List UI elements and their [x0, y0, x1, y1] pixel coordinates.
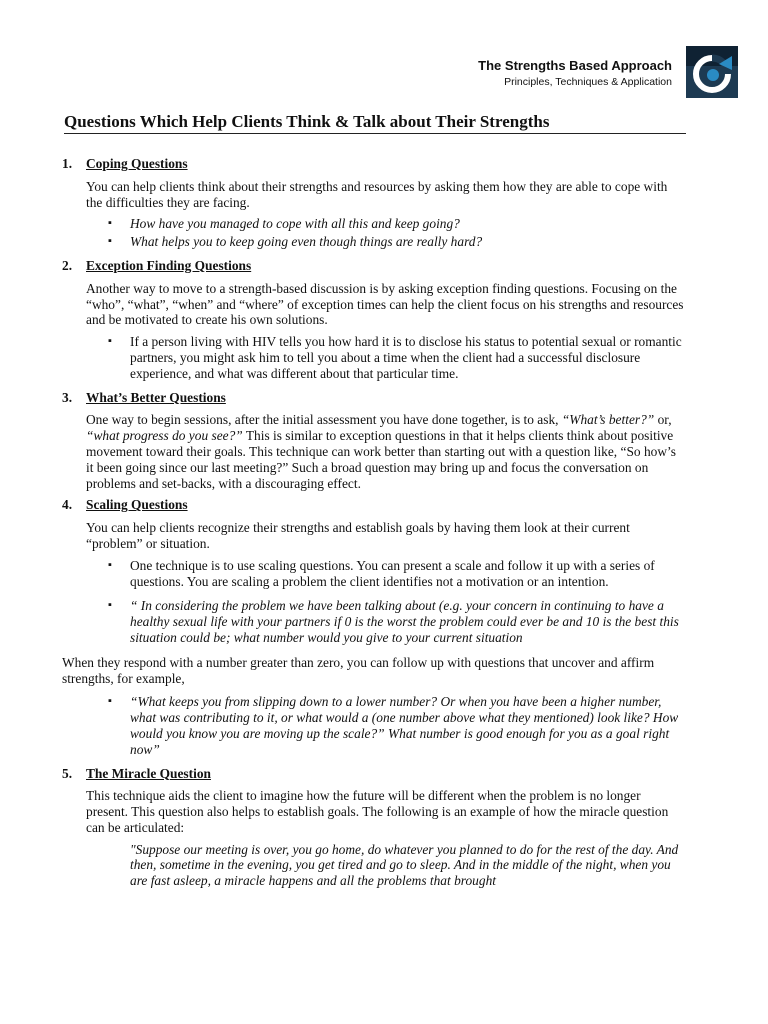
- bullet-item: ▪ “ In considering the problem we have been talking about (e.g. your concern in continuing to have a healthy sexual life with your partners if 0 is the worst the problem could ever be and 10 is the best this situation could be; what number would you give to your current situation: [62, 598, 684, 645]
- paragraph-text: One way to begin sessions, after the initial assessment you have done together, is to ask,: [86, 412, 559, 428]
- section-number: 4.: [62, 497, 73, 513]
- section-whats-better-questions: [62, 390, 684, 492]
- section-heading: [62, 156, 684, 172]
- bullet-item: ▪ One technique is to use scaling questions. You can present a scale and follow it up with a series of questions. You are scaling a problem the client identifies not a motivation or an intention.: [62, 558, 684, 590]
- section-paragraph: You can help clients think about their strengths and resources by asking them how they are able to cope with the difficulties they are facing.: [86, 178, 668, 210]
- miracle-question-quote: "Suppose our meeting is over, you go home, do whatever you planned to do for the rest of the day. And then, sometime in the evening, you get tired and go to sleep. And in the middle of the night, when you are fast asleep, a miracle happens and all the problems that brought: [130, 841, 679, 889]
- section-number: 2.: [62, 257, 73, 273]
- section-paragraph: Another way to move to a strength-based discussion is by asking exception finding questions. Focusing on the “who”, “what”, “when” and “where” of exception times can help the client focus on his strengths and resources and be motivated to create his own solutions.: [86, 280, 684, 328]
- example-question: “what progress do you see?”: [86, 428, 243, 444]
- example-question: “What’s better?”: [561, 412, 655, 428]
- section-title: What’s Better Questions: [86, 389, 226, 405]
- section-heading: [62, 258, 684, 274]
- bullet-item: ▪ “What keeps you from slipping down to a lower number? Or when you have been a higher number, what was contributing to it, or what would a (one number above what they mentioned) look like? How would you know you are moving up the scale?” What number is good enough for you as a goal right now”: [62, 694, 684, 757]
- header-title: The Strengths Based Approach: [478, 58, 672, 73]
- bullet-item: ▪ How have you managed to cope with all this and keep going?: [62, 216, 684, 232]
- section-scaling-questions: [62, 497, 684, 757]
- bullet-list: [62, 216, 684, 250]
- section-heading: [62, 497, 684, 513]
- section-number: 1.: [62, 156, 73, 171]
- document-body: [62, 156, 684, 895]
- logo-icon: [686, 46, 738, 98]
- section-paragraph: [86, 412, 684, 491]
- page-title: Questions Which Help Clients Think & Talk about Their Strengths: [64, 112, 550, 131]
- section-title: Coping Questions: [86, 156, 188, 171]
- header-subtitle: Principles, Techniques & Application: [504, 76, 672, 88]
- bullet-list: [62, 334, 684, 381]
- section-title: The Miracle Question: [86, 765, 211, 781]
- section-number: 5.: [62, 765, 73, 781]
- section-miracle-question: [62, 766, 684, 890]
- bullet-item: ▪ If a person living with HIV tells you how hard it is to disclose his status to potential sexual or romantic partners, you might ask him to tell you about a time when the client had a successful disclosure experience, and what was different about that particular time.: [62, 334, 684, 381]
- paragraph-text: This is similar to exception questions in that it helps clients think about positive movement toward their goals. This technique can work better than starting out with a question like, “So how’s it been going since our last meeting?” Such a broad question may bring up and focus the conversation on problems and set-backs, with a discouraging effect.: [86, 428, 676, 491]
- section-exception-finding-questions: [62, 258, 684, 382]
- paragraph-text: or,: [657, 412, 672, 428]
- section-heading: [62, 766, 684, 782]
- section-coping-questions: [62, 156, 684, 250]
- section-title: Scaling Questions: [86, 497, 188, 513]
- section-title: Exception Finding Questions: [86, 257, 252, 273]
- section-paragraph: This technique aids the client to imagine how the future will be different when the problem is no longer present. This question also helps to establish goals. The following is an example of how the miracle question can be articulated:: [86, 788, 669, 835]
- header-text: [478, 58, 672, 89]
- title-divider: [64, 133, 686, 134]
- document-header: [420, 46, 750, 96]
- section-number: 3.: [62, 389, 73, 405]
- bullet-item: ▪ What helps you to keep going even though things are really hard?: [62, 234, 684, 250]
- bullet-list: [62, 558, 684, 646]
- followup-paragraph: When they respond with a number greater than zero, you can follow up with questions that uncover and affirm strengths, for example,: [62, 654, 655, 686]
- bullet-list: [62, 694, 684, 757]
- section-heading: [62, 390, 684, 406]
- section-paragraph: You can help clients recognize their strengths and establish goals by having them look at their current “problem” or situation.: [86, 520, 630, 551]
